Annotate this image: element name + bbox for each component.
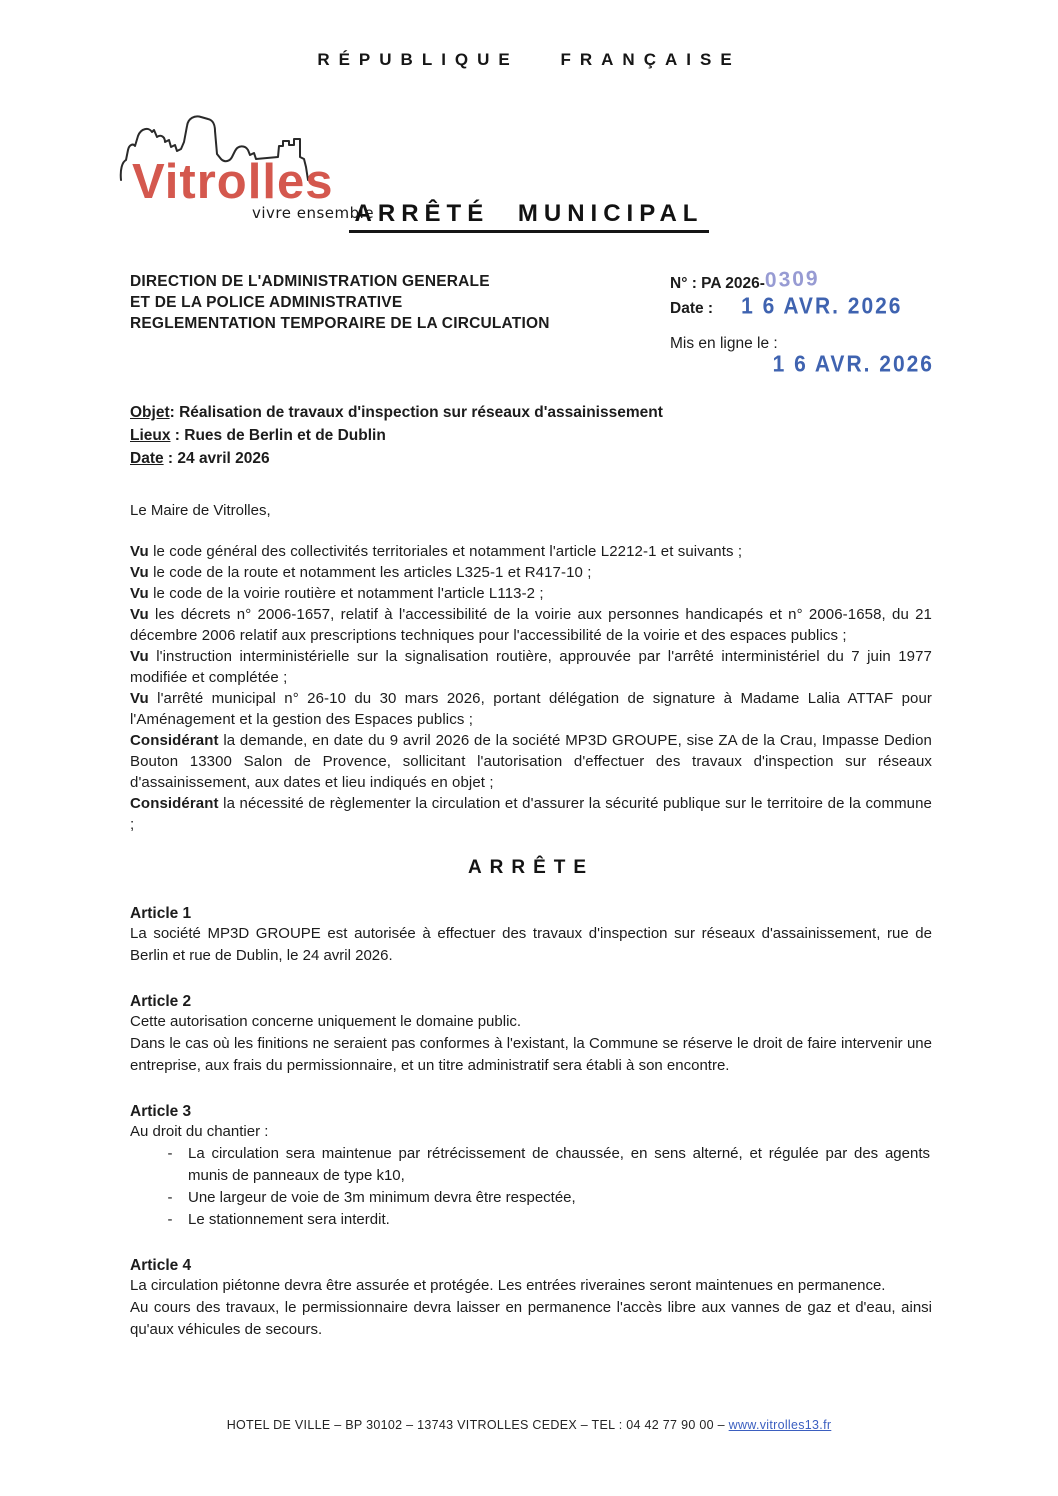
direction-line-3: REGLEMENTATION TEMPORAIRE DE LA CIRCULATION bbox=[130, 315, 550, 332]
list-item bbox=[130, 1187, 932, 1209]
recital-lead: Considérant bbox=[130, 795, 219, 812]
objet-label: Objet bbox=[130, 404, 170, 421]
lieux-text: Rues de Berlin et de Dublin bbox=[184, 427, 386, 444]
article-4-title: Article 4 bbox=[130, 1257, 192, 1274]
bullet-text: Le stationnement sera interdit. bbox=[188, 1211, 390, 1228]
recital bbox=[130, 688, 932, 730]
bullet-text: La circulation sera maintenue par rétrécissement de chaussée, en sens alterné, et régulée par des agents munis de panneaux de type k10, bbox=[188, 1145, 930, 1184]
recital-text: le code général des collectivités territoriales et notamment l'article L2212-1 et suivants ; bbox=[153, 543, 743, 560]
recital bbox=[130, 541, 932, 562]
direction-line-1: DIRECTION DE L'ADMINISTRATION GENERALE bbox=[130, 273, 490, 290]
lieux-line bbox=[130, 424, 932, 447]
numero-line bbox=[670, 267, 938, 294]
bullet-dash: - bbox=[167, 1145, 173, 1162]
recital-text: le code de la voirie routière et notamment l'article L113-2 ; bbox=[153, 585, 544, 602]
numero-label: N° : PA 2026- bbox=[670, 275, 765, 292]
recital-lead: Vu bbox=[130, 543, 149, 560]
article-4-paragraph: La circulation piétonne devra être assurée et protégée. Les entrées riveraines seront maintenues en permanence. bbox=[130, 1277, 886, 1294]
logo-tagline: vivre ensemble bbox=[252, 204, 375, 222]
footer-website-link[interactable]: www.vitrolles13.fr bbox=[728, 1418, 832, 1432]
document-title: ARRÊTÉ MUNICIPAL bbox=[349, 200, 710, 233]
article-2-paragraph: Dans le cas où les finitions ne seraient pas conformes à l'existant, la Commune se réserve le droit de faire intervenir une entreprise, aux frais du permissionnaire, et un titre administratif sera établi à son encontre. bbox=[130, 1035, 932, 1074]
bullet-text: Une largeur de voie de 3m minimum devra être respectée, bbox=[188, 1189, 576, 1206]
reference-header-row bbox=[130, 267, 938, 377]
recital-text: l'instruction interministérielle sur la signalisation routière, approuvée par l'arrêté interministériel du 7 juin 1977 modifiée et complétée ; bbox=[130, 648, 932, 686]
arrete-heading: ARRÊTE bbox=[467, 857, 595, 878]
article-4-paragraph: Au cours des travaux, le permissionnaire devra laisser en permanence l'accès libre aux vannes de gaz et d'eau, ainsi qu'aux véhicules de secours. bbox=[130, 1299, 932, 1338]
direction-line-2: ET DE LA POLICE ADMINISTRATIVE bbox=[130, 294, 403, 311]
recital-lead: Vu bbox=[130, 690, 149, 707]
footer bbox=[0, 1418, 1058, 1432]
date-line bbox=[670, 296, 938, 319]
list-item bbox=[130, 1143, 932, 1187]
recital-lead: Vu bbox=[130, 585, 149, 602]
recital bbox=[130, 793, 932, 835]
article-1 bbox=[130, 905, 932, 967]
article-3-title: Article 3 bbox=[130, 1103, 192, 1120]
footer-text: HOTEL DE VILLE – BP 30102 – 13743 VITROLLES CEDEX – TEL : 04 42 77 90 00 – bbox=[226, 1418, 729, 1432]
article-2-paragraph: Cette autorisation concerne uniquement le domaine public. bbox=[130, 1013, 522, 1030]
article-4 bbox=[130, 1257, 932, 1341]
objet-line bbox=[130, 401, 932, 424]
lieux-label: Lieux bbox=[130, 427, 171, 444]
bullet-dash: - bbox=[167, 1189, 173, 1206]
objet-text: Réalisation de travaux d'inspection sur réseaux d'assainissement bbox=[179, 404, 663, 421]
recital-lead: Vu bbox=[130, 564, 149, 581]
recital bbox=[130, 604, 932, 646]
salutation: Le Maire de Vitrolles, bbox=[130, 502, 271, 519]
date-stamp: 1 6 AVR. 2026 bbox=[741, 294, 903, 319]
lieux-colon: : bbox=[170, 427, 180, 444]
article-1-title: Article 1 bbox=[130, 905, 192, 922]
direction-block bbox=[130, 271, 550, 377]
recital-text: les décrets n° 2006-1657, relatif à l'accessibilité de la voirie aux personnes handicapés et n° 2006-1658, du 21 décembre 2006 relatif aux prescriptions techniques pour l'accessibilité de la voirie et des espaces publics ; bbox=[130, 606, 932, 644]
objet-colon: : bbox=[169, 404, 175, 421]
date-subject-text: 24 avril 2026 bbox=[177, 450, 270, 467]
bullet-dash: - bbox=[167, 1211, 173, 1228]
recital-text: la demande, en date du 9 avril 2026 de la société MP3D GROUPE, sise ZA de la Crau, Impasse Dedion Bouton 13300 Salon de Provence, sollicitant l'autorisation d'effectuer des travaux d'inspection sur réseaux d'assainissement, aux dates et lieu indiqués en objet ; bbox=[130, 732, 932, 791]
document-body bbox=[130, 502, 932, 1341]
recital-lead: Considérant bbox=[130, 732, 219, 749]
online-date-stamp: 1 6 AVR. 2026 bbox=[772, 352, 934, 377]
date-label: Date : bbox=[670, 300, 714, 317]
subject-block bbox=[130, 401, 932, 470]
recital bbox=[130, 730, 932, 793]
article-2-title: Article 2 bbox=[130, 993, 192, 1010]
recital bbox=[130, 646, 932, 688]
list-item bbox=[130, 1209, 932, 1231]
republique-header: RÉPUBLIQUE FRANÇAISE bbox=[317, 50, 741, 69]
recital bbox=[130, 583, 932, 604]
article-3 bbox=[130, 1103, 932, 1231]
recital bbox=[130, 562, 932, 583]
recitals-block bbox=[130, 541, 932, 835]
recital-lead: Vu bbox=[130, 606, 149, 623]
online-label: Mis en ligne le : bbox=[670, 335, 778, 352]
date-subject-label: Date bbox=[130, 450, 164, 467]
article-1-paragraph: La société MP3D GROUPE est autorisée à effectuer des travaux d'inspection sur réseaux d'assainissement, rue de Berlin et rue de Dublin, le 24 avril 2026. bbox=[130, 925, 932, 964]
date-subject-line bbox=[130, 447, 932, 470]
recital-text: l'arrêté municipal n° 26-10 du 30 mars 2026, portant délégation de signature à Madame Lalia ATTAF pour l'Aménagement et la gestion des Espaces publics ; bbox=[130, 690, 932, 728]
date-subject-colon: : bbox=[163, 450, 174, 467]
article-2 bbox=[130, 993, 932, 1077]
vitrolles-logo bbox=[118, 112, 408, 224]
article-3-bullet-list bbox=[130, 1143, 932, 1231]
recital-lead: Vu bbox=[130, 648, 149, 665]
recital-text: le code de la route et notamment les articles L325-1 et R417-10 ; bbox=[153, 564, 592, 581]
logo-wordmark: Vitrolles bbox=[132, 155, 334, 209]
reference-block bbox=[670, 267, 938, 377]
numero-handwritten: 0309 bbox=[764, 267, 820, 292]
recital-text: la nécessité de règlementer la circulation et d'assurer la sécurité publique sur le territoire de la commune ; bbox=[130, 795, 932, 833]
article-3-paragraph: Au droit du chantier : bbox=[130, 1123, 269, 1140]
